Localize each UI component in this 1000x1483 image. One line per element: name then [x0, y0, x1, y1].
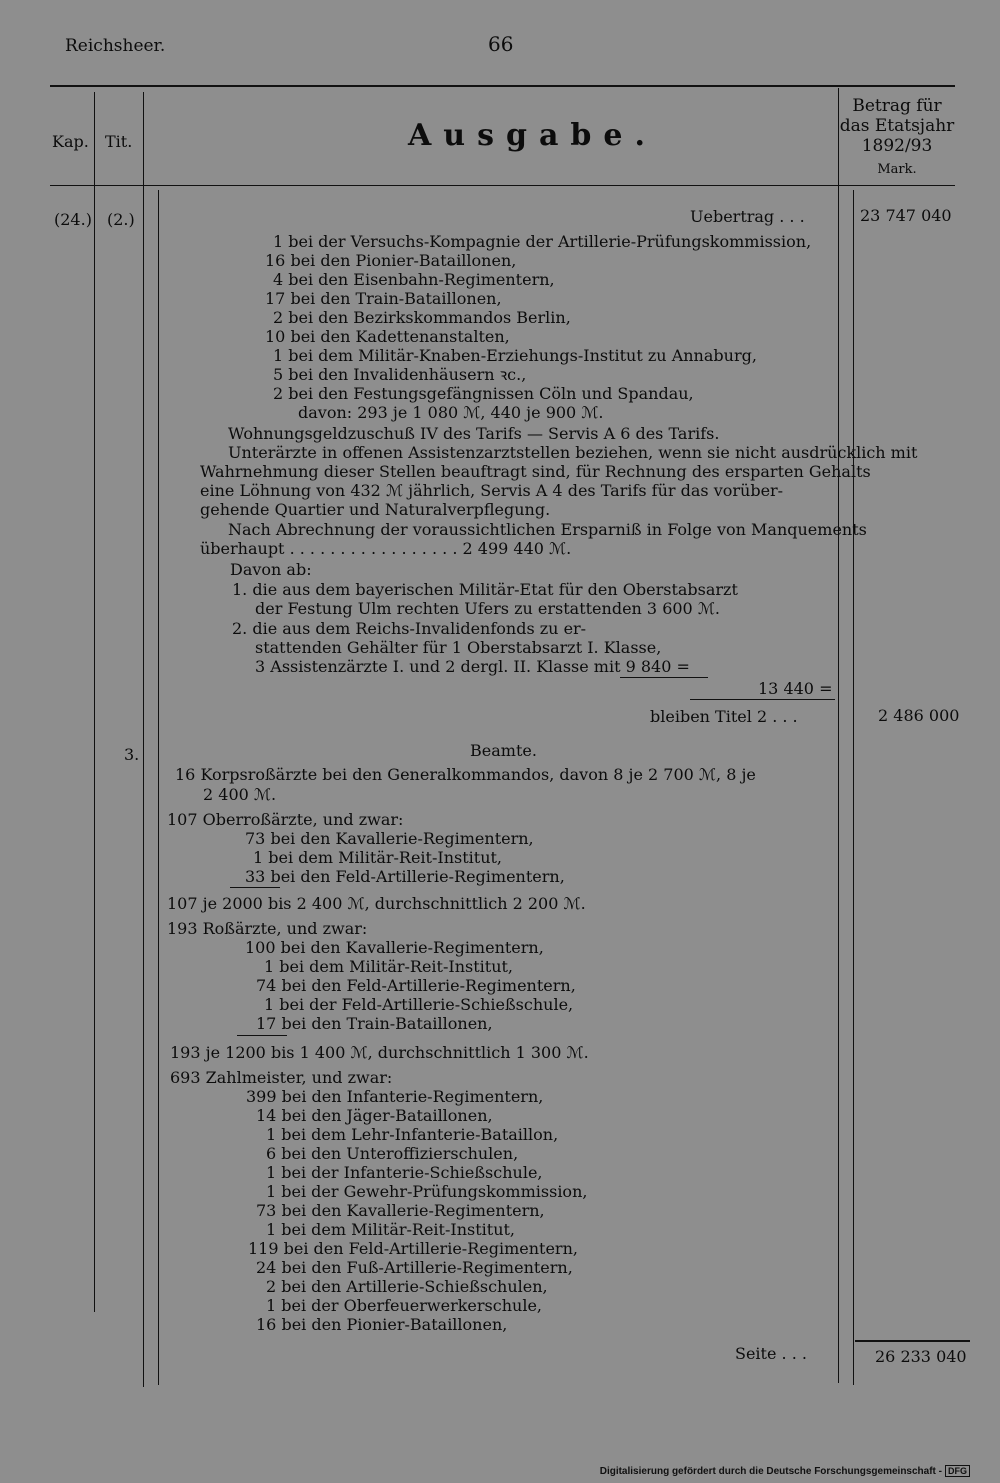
body-line: 1 bei der Oberfeuerwerkerschule, [266, 1296, 542, 1315]
body-line: Wohnungsgeldzuschuß IV des Tarifs — Servis A 6 des Tarifs. [228, 424, 720, 443]
body-line: 1 bei der Feld-Artillerie-Schießschule, [264, 995, 574, 1014]
count-rule-1 [230, 887, 280, 888]
betrag-line-1: Betrag für [852, 96, 942, 116]
col-head-tit: Tit. [105, 132, 133, 151]
body-line: gehende Quartier und Naturalverpflegung. [200, 500, 551, 519]
body-line: 1 bei dem Militär-Reit-Institut, [264, 957, 514, 976]
col-head-kap: Kap. [52, 132, 89, 151]
body-line: 1. die aus dem bayerischen Militär-Etat für den Oberstabsarzt [232, 580, 738, 599]
body-line: 1 bei der Gewehr-Prüfungskommission, [266, 1182, 588, 1201]
body-line: 1 bei dem Militär-Reit-Institut, [253, 848, 503, 867]
body-line: 2 400 ℳ. [203, 785, 277, 804]
body-line: 693 Zahlmeister, und zwar: [170, 1068, 393, 1087]
digitization-credit [600, 1465, 970, 1477]
body-line: 10 bei den Kadettenanstalten, [265, 327, 510, 346]
col-rule-5 [853, 190, 854, 1385]
body-line: 193 Roßärzte, und zwar: [167, 919, 368, 938]
body-line: 16 bei den Pionier-Bataillonen, [265, 251, 517, 270]
kap-value: (24.) [54, 210, 92, 229]
betrag-line-2: das Etatsjahr [839, 116, 955, 136]
body-line-bleiben: bleiben Titel 2 . . . [650, 707, 798, 726]
body-line: 24 bei den Fuß-Artillerie-Regimentern, [256, 1258, 573, 1277]
col-head-betrag [838, 96, 956, 180]
betrag-line-3: 1892/93 [861, 136, 933, 156]
col-rule-4 [838, 88, 839, 1383]
body-line: 17 bei den Train-Bataillonen, [256, 1014, 493, 1033]
body-line: 16 Korpsroßärzte bei den Generalkommandos, davon 8 je 2 700 ℳ, 8 je [175, 765, 756, 784]
body-line: 74 bei den Feld-Artillerie-Regimentern, [256, 976, 576, 995]
body-line: 2 bei den Artillerie-Schießschulen, [266, 1277, 548, 1296]
tit-value: (2.) [107, 210, 135, 229]
body-line: Nach Abrechnung der voraussichtlichen Ersparniß in Folge von Manquements [228, 520, 867, 539]
body-line-seite: Seite . . . [735, 1344, 807, 1363]
amount-uebertrag: 23 747 040 [860, 206, 952, 225]
body-line: 6 bei den Unteroffizierschulen, [266, 1144, 519, 1163]
body-line: 4 bei den Eisenbahn-Regimentern, [273, 270, 555, 289]
body-line: 1 bei der Infanterie-Schießschule, [266, 1163, 543, 1182]
body-line: 1 bei dem Lehr-Infanterie-Bataillon, [266, 1125, 559, 1144]
body-line: 17 bei den Train-Bataillonen, [265, 289, 502, 308]
body-line: 119 bei den Feld-Artillerie-Regimentern, [248, 1239, 578, 1258]
body-line: 5 bei den Invalidenhäusern ꝛc., [273, 365, 527, 384]
tit-3-value: 3. [124, 745, 140, 764]
count-rule-2 [237, 1035, 287, 1036]
amount-titel-2: 2 486 000 [878, 706, 960, 725]
top-rule [50, 85, 955, 87]
col-rule-2 [143, 92, 144, 1387]
body-line: 107 je 2000 bis 2 400 ℳ, durchschnittlich 2 200 ℳ. [167, 894, 586, 913]
credit-text: Digitalisierung gefördert durch die Deutsche Forschungsgemeinschaft - [599, 1466, 942, 1477]
body-line: 1 bei dem Militär-Knaben-Erziehungs-Institut zu Annaburg, [273, 346, 757, 365]
body-line: 1 bei der Versuchs-Kompagnie der Artillerie-Prüfungskommission, [273, 232, 812, 251]
body-line: 2 bei den Festungsgefängnissen Cöln und Spandau, [273, 384, 694, 403]
subtotal-rule-2 [690, 699, 835, 700]
col-rule-1 [94, 92, 95, 1312]
section-heading: Beamte. [470, 741, 537, 760]
sum-rule [855, 1340, 970, 1342]
body-line: davon: 293 je 1 080 ℳ, 440 je 900 ℳ. [298, 403, 604, 422]
col-head-ausgabe: Ausgabe. [408, 118, 657, 153]
body-line: stattenden Gehälter für 1 Oberstabsarzt I. Klasse, [255, 638, 662, 657]
page-number: 66 [488, 32, 514, 56]
subtotal-rule-1 [620, 677, 708, 678]
body-line: 100 bei den Kavallerie-Regimentern, [245, 938, 544, 957]
betrag-unit: Mark. [877, 162, 917, 177]
body-line: 73 bei den Kavallerie-Regimentern, [256, 1201, 545, 1220]
col-rule-3 [158, 190, 159, 1385]
body-line-subtotal: 13 440 = [758, 679, 833, 698]
body-line: der Festung Ulm rechten Ufers zu erstattenden 3 600 ℳ. [255, 599, 721, 618]
body-line: 399 bei den Infanterie-Regimentern, [246, 1087, 544, 1106]
body-line: Wahrnehmung dieser Stellen beauftragt sind, für Rechnung des ersparten Gehalts [200, 462, 871, 481]
body-line: 2 bei den Bezirkskommandos Berlin, [273, 308, 571, 327]
body-line: 33 bei den Feld-Artillerie-Regimentern, [245, 867, 565, 886]
body-line: 1 bei dem Militär-Reit-Institut, [266, 1220, 516, 1239]
body-line: eine Löhnung von 432 ℳ jährlich, Servis A 4 des Tarifs für das vorüber- [200, 481, 784, 500]
body-line-uebertrag: Uebertrag . . . [690, 207, 805, 226]
body-line: Davon ab: [230, 560, 312, 579]
head-rule [50, 185, 955, 186]
body-line: 2. die aus dem Reichs-Invalidenfonds zu er- [232, 619, 587, 638]
running-head: Reichsheer. [65, 36, 166, 56]
body-line: 3 Assistenzärzte I. und 2 dergl. II. Klasse mit 9 840 = [255, 657, 690, 676]
body-line: 107 Oberroßärzte, und zwar: [167, 810, 404, 829]
amount-seite: 26 233 040 [875, 1347, 967, 1366]
dfg-logo: DFG [945, 1465, 970, 1477]
body-line: Unterärzte in offenen Assistenzarztstellen beziehen, wenn sie nicht ausdrücklich mit [228, 443, 918, 462]
body-line: 16 bei den Pionier-Bataillonen, [256, 1315, 508, 1334]
body-line: 73 bei den Kavallerie-Regimentern, [245, 829, 534, 848]
body-line: überhaupt . . . . . . . . . . . . . . . . . 2 499 440 ℳ. [200, 539, 572, 558]
body-line: 193 je 1200 bis 1 400 ℳ, durchschnittlich 1 300 ℳ. [170, 1043, 589, 1062]
body-line: 14 bei den Jäger-Bataillonen, [256, 1106, 493, 1125]
